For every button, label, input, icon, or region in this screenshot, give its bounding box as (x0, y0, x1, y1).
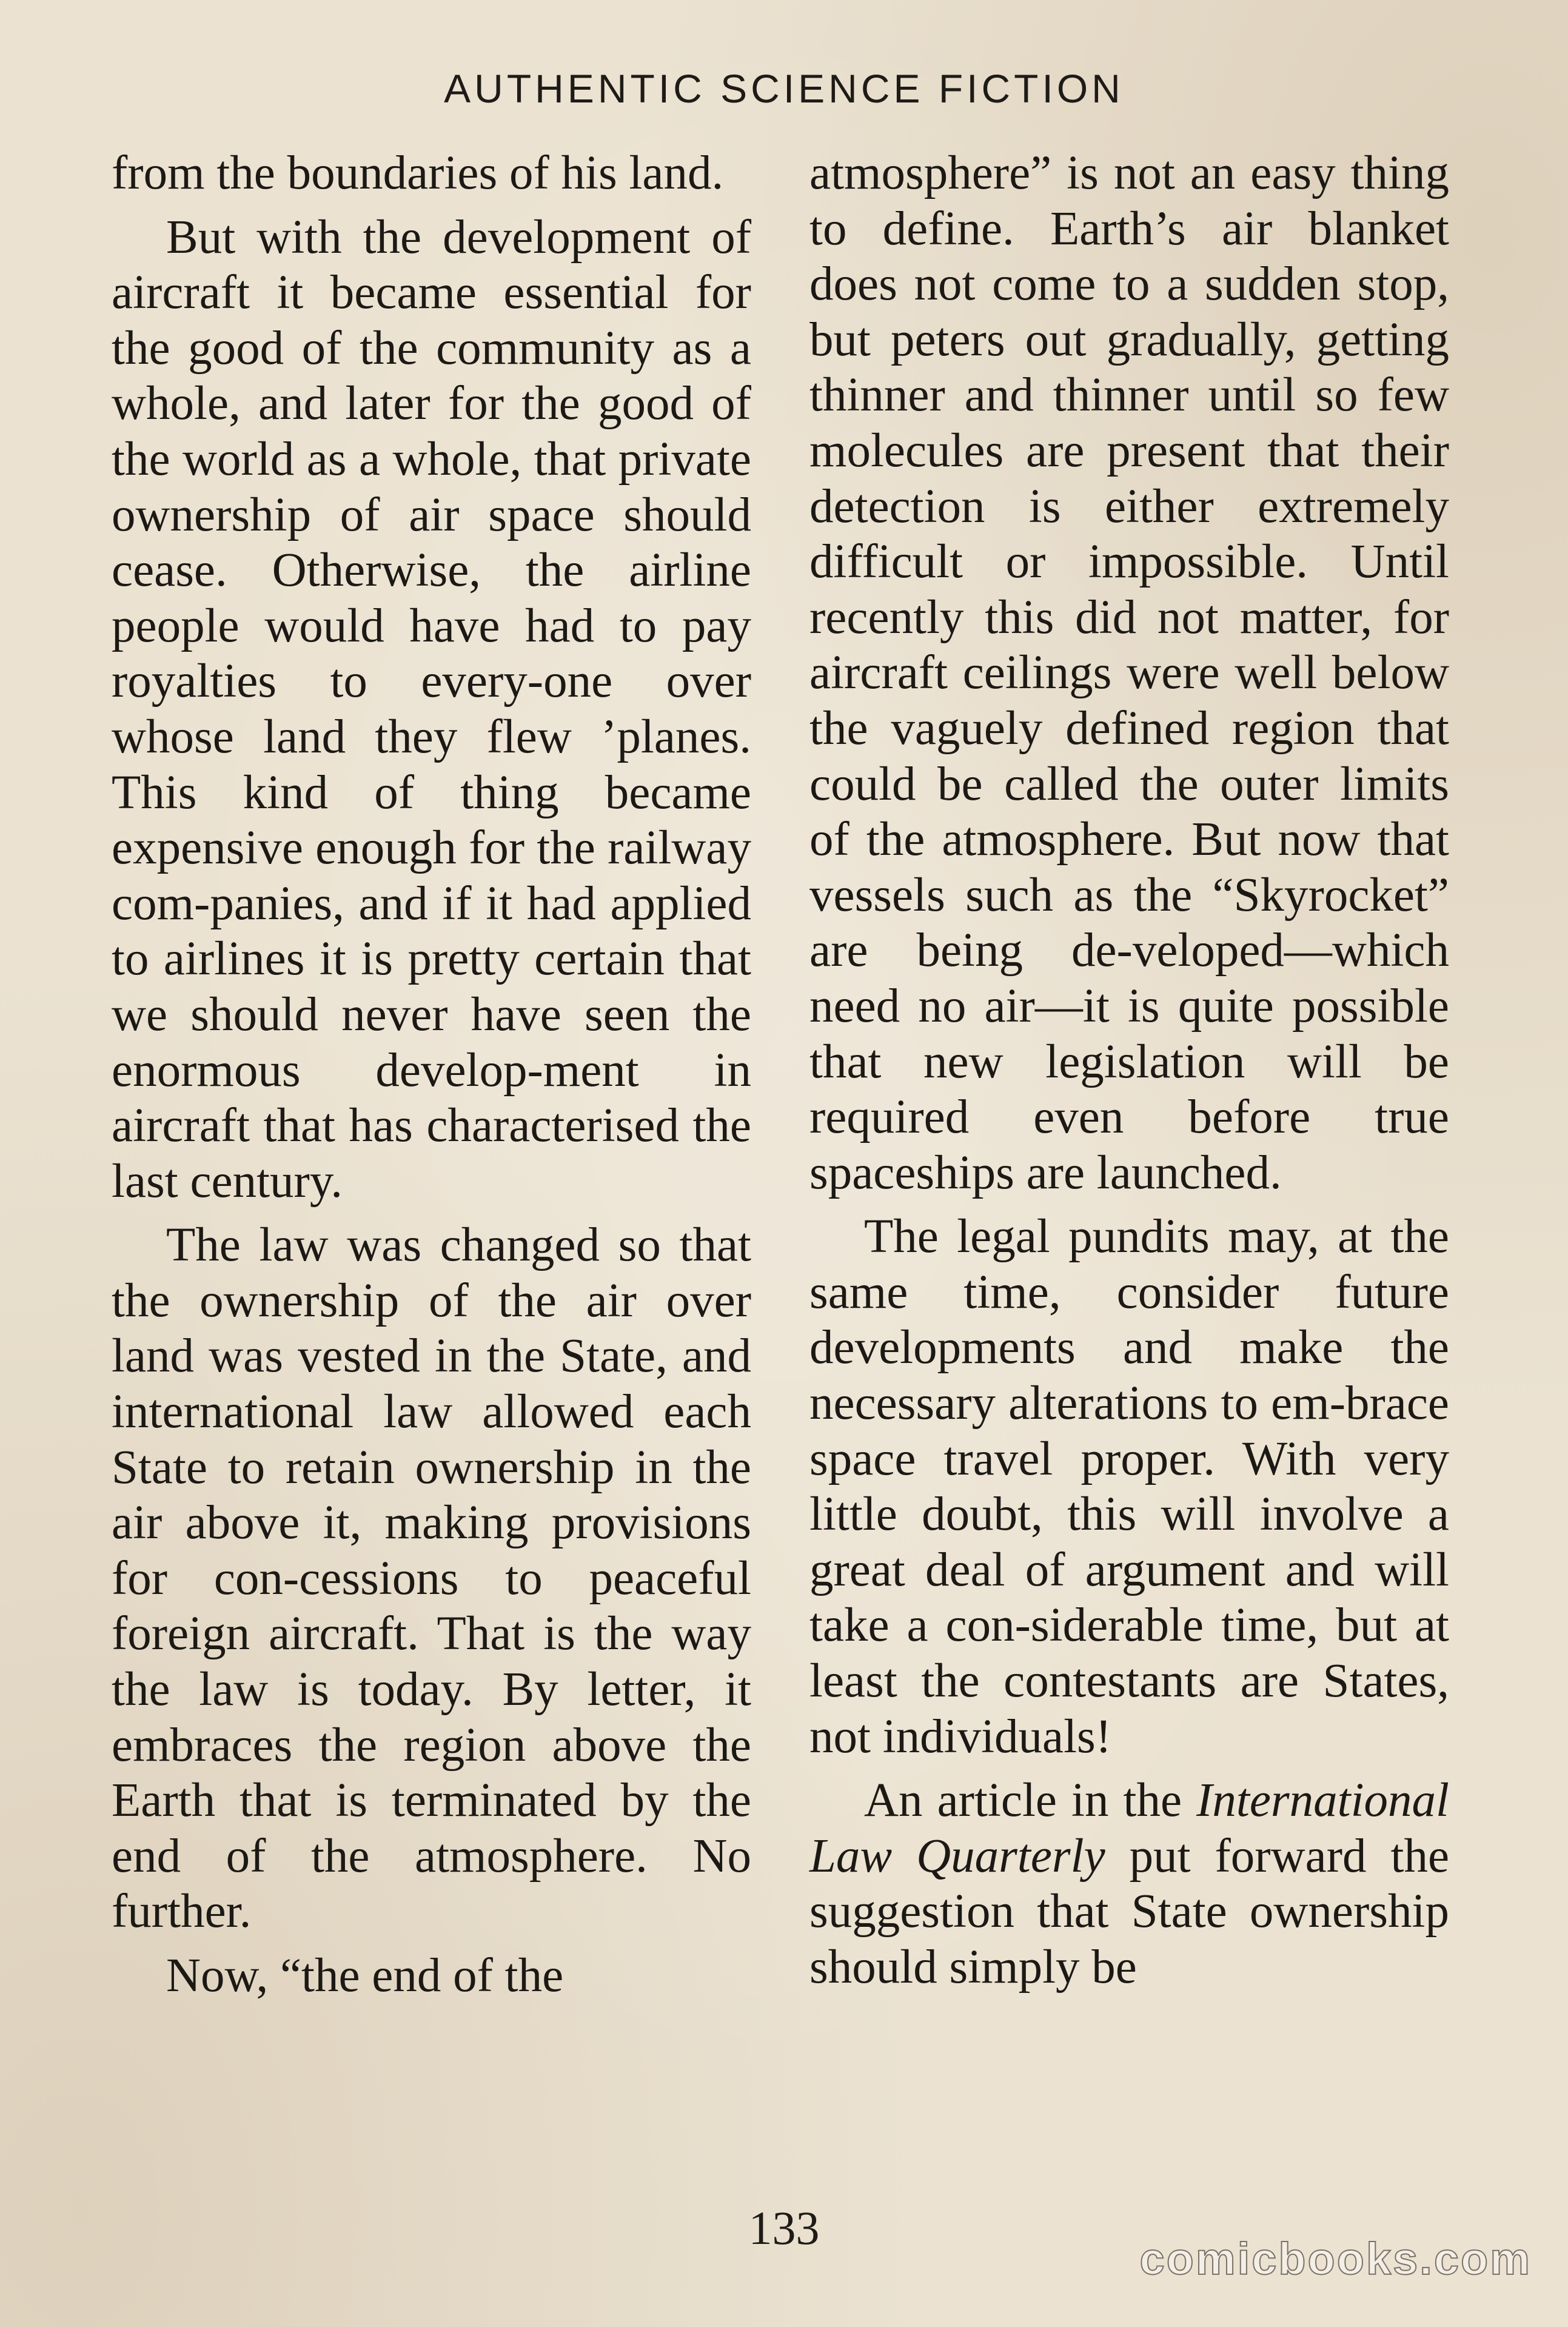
article-text-tail: put forward the suggestion that State ownership should simply be (809, 1829, 1450, 1994)
left-column (112, 146, 751, 2004)
left-paragraph-2: But with the development of aircraft it became essential for the good of the community as a whole, and later for the good of the world as a whole, that private ownership of air space should cease. Otherwise, the airline people would have had to pay royalties to every-one over whose land they flew ’planes. This kind of thing became expensive enough for the railway com-panies, and if it had applied to airlines it is pretty certain that we should never have seen the enormous develop-ment in aircraft that has characterised the last century. (112, 210, 751, 1208)
left-paragraph-4: Now, “the end of the (166, 1949, 564, 2002)
right-paragraph-3 (809, 1773, 1449, 1995)
journal-title: International Law Quarterly (809, 1774, 1449, 1883)
watermark-logo: comicbooks.com (1139, 2234, 1532, 2284)
left-paragraph-1: from the boundaries of his land. (112, 147, 724, 199)
left-paragraph-3: The law was changed so that the ownership of the air over land was vested in the State, and international law allowed each State to retain ownership in the air above it, making provisions for con-cessions to peaceful foreign aircraft. That is the way the law is today. By letter, it embraces the region above the Earth that is terminated by the end of the atmosphere. No further. (112, 1219, 751, 1938)
right-paragraph-1: atmosphere” is not an easy thing to define. Earth’s air blanket does not come to a sudden stop, but peters out gradually, getting thinner and thinner until so few molecules are present that their detection is either extremely difficult or impossible. Until recently this did not matter, for aircraft ceilings were well below the vaguely defined region that could be called the outer limits of the atmosphere. But now that vessels such as the “Skyrocket” are being de-veloped—which need no air—it is quite possible that new legislation will be required even before true spaceships are launched. (809, 147, 1449, 1199)
running-head: AUTHENTIC SCIENCE FICTION (444, 66, 1124, 111)
article-text-lead: An article in the (864, 1774, 1197, 1827)
right-paragraph-2: The legal pundits may, at the same time, consider future developments and make the necessary alterations to em-brace space travel proper. With very little doubt, this will involve a great deal of argument and will take a con-siderable time, but at least the contestants are States, not individuals! (809, 1210, 1449, 1763)
right-column (809, 146, 1449, 1995)
page-number: 133 (748, 2201, 820, 2254)
